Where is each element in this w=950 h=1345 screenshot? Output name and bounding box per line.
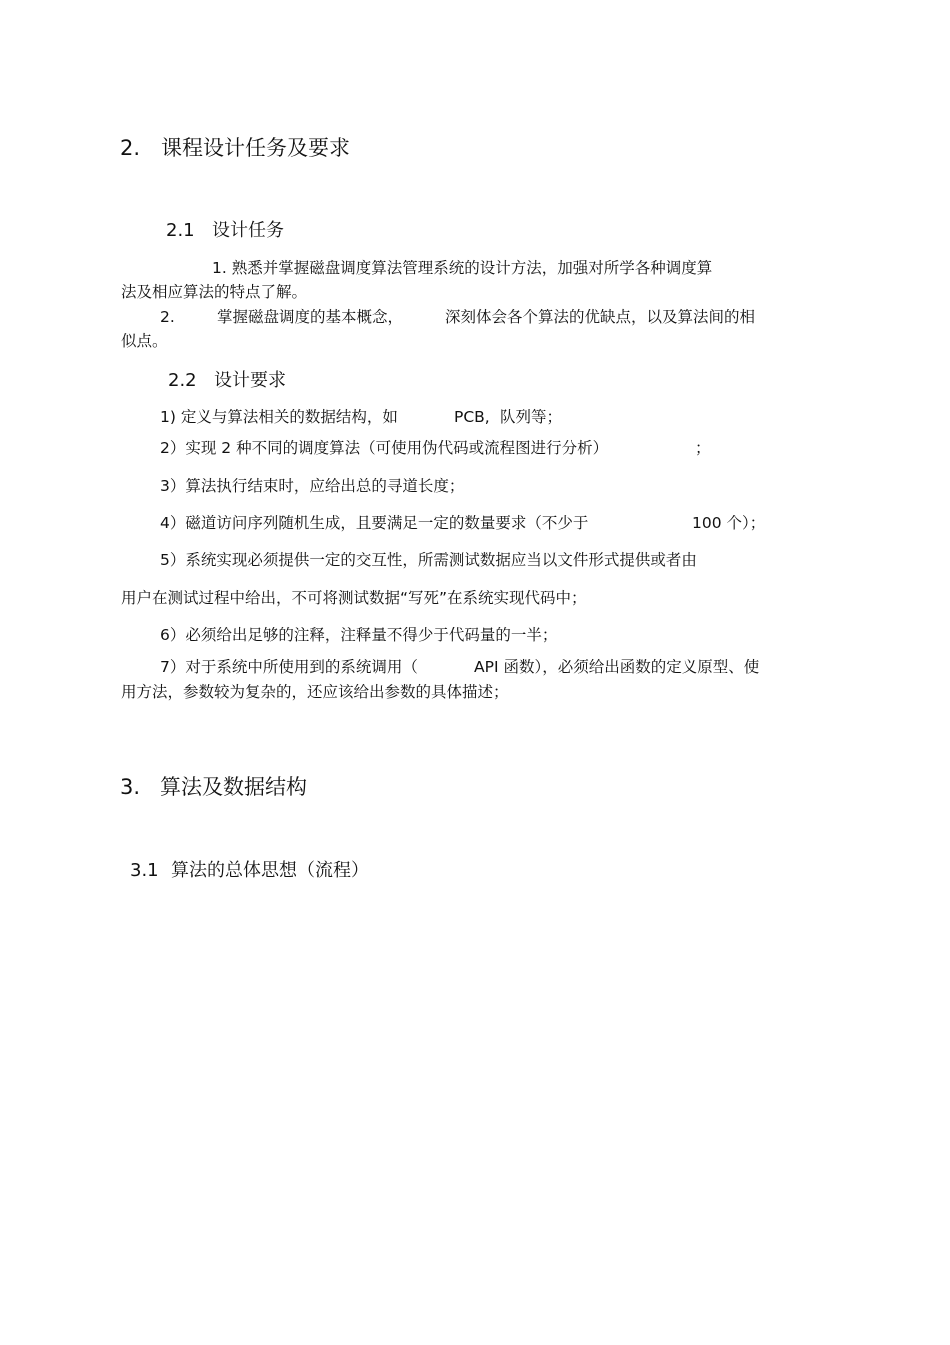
section-3-number: 3. <box>120 775 141 799</box>
requirement-1-part-c: 队列等； <box>500 408 563 426</box>
subsection-2-1-number: 2.1 <box>166 220 195 241</box>
subsection-2-2-number: 2.2 <box>168 370 197 391</box>
section-2-title: 课程设计任务及要求 <box>161 136 350 160</box>
requirement-1-part-a: 1) 定义与算法相关的数据结构，如 <box>160 408 398 426</box>
section-3-title: 算法及数据结构 <box>160 775 307 799</box>
subsection-3-1-title: 算法的总体思想（流程） <box>171 860 369 881</box>
task-item-2-part-2: 深刻体会各个算法的优缺点，以及算法间的相 <box>445 308 756 326</box>
subsection-3-1-number: 3.1 <box>130 860 159 881</box>
task-item-1-line-1: 1. 熟悉并掌握磁盘调度算法管理系统的设计方法，加强对所学各种调度算 <box>212 259 713 277</box>
requirement-5-line-1: 5）系统实现必须提供一定的交互性，所需测试数据应当以文件形式提供或者由 <box>160 551 697 569</box>
task-item-2-number: 2. <box>160 308 175 326</box>
requirement-7-part-b: API 函数），必须给出函数的定义原型、使 <box>474 658 760 676</box>
requirement-2-part-b: ； <box>695 439 711 457</box>
requirement-2-part-a: 2）实现 2 种不同的调度算法（可使用伪代码或流程图进行分析） <box>160 439 609 457</box>
requirement-7-line-2: 用方法，参数较为复杂的，还应该给出参数的具体描述； <box>121 683 509 701</box>
task-item-1-line-2: 法及相应算法的特点了解。 <box>121 283 308 301</box>
subsection-2-2-title: 设计要求 <box>214 370 286 391</box>
requirement-4-part-b: 100 个）； <box>692 514 766 532</box>
task-item-2-line-2: 似点。 <box>121 332 168 350</box>
requirement-1-part-b: PCB, <box>454 408 490 426</box>
requirement-5-line-2: 用户在测试过程中给出，不可将测试数据“写死”在系统实现代码中； <box>121 589 587 607</box>
requirement-6: 6）必须给出足够的注释，注释量不得少于代码量的一半； <box>160 626 558 644</box>
subsection-2-1-title: 设计任务 <box>212 220 284 241</box>
task-item-2-part-1: 掌握磁盘调度的基本概念， <box>217 308 404 326</box>
requirement-3: 3）算法执行结束时，应给出总的寻道长度； <box>160 477 465 495</box>
requirement-7-part-a: 7）对于系统中所使用到的系统调用（ <box>160 658 418 676</box>
requirement-4-part-a: 4）磁道访问序列随机生成，且要满足一定的数量要求（不少于 <box>160 514 589 532</box>
section-2-number: 2. <box>120 136 141 160</box>
